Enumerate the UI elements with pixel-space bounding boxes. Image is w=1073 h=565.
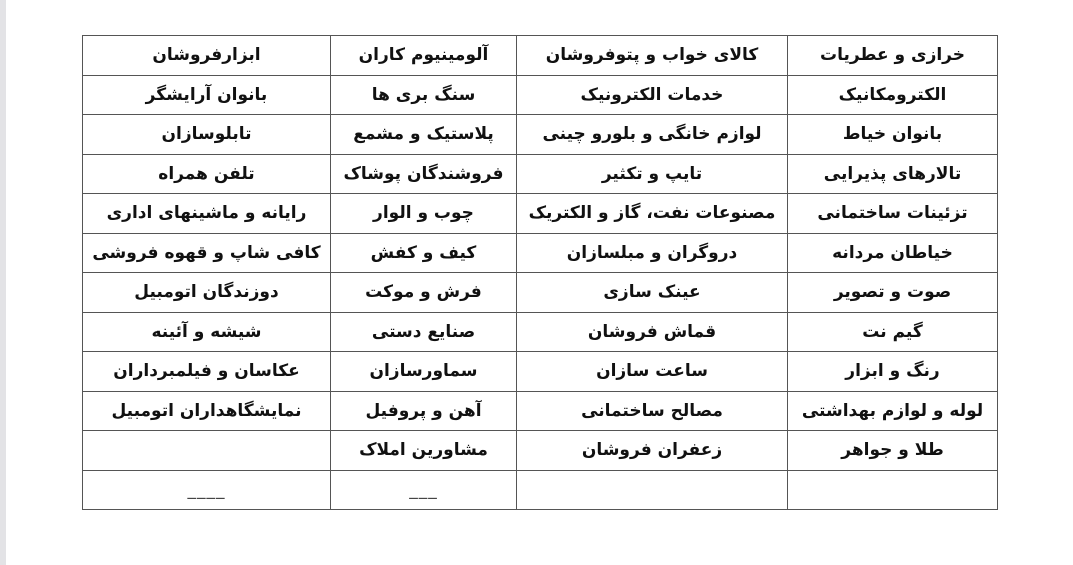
table-cell: رنگ و ابزار: [788, 352, 998, 392]
table-row: [83, 75, 998, 115]
left-edge-strip: [0, 0, 6, 565]
table-cell: فرش و موکت: [331, 273, 517, 313]
table-row: [83, 431, 998, 471]
table-cell: [788, 470, 998, 510]
table-cell: خرازی و عطریات: [788, 36, 998, 76]
table-cell: خدمات الکترونیک: [517, 75, 788, 115]
table-cell: مصنوعات نفت، گاز و الکتریک: [517, 194, 788, 234]
table-cell: قماش فروشان: [517, 312, 788, 352]
table-cell: مشاورین املاک: [331, 431, 517, 471]
table-row: [83, 194, 998, 234]
table-cell: لوازم خانگی و بلورو چینی: [517, 115, 788, 155]
table-row: [83, 312, 998, 352]
table-row: [83, 154, 998, 194]
table-cell: [517, 470, 788, 510]
table-cell: بانوان خیاط: [788, 115, 998, 155]
table-row: [83, 115, 998, 155]
table-cell: گیم نت: [788, 312, 998, 352]
table-row: [83, 470, 998, 510]
table-cell: طلا و جواهر: [788, 431, 998, 471]
table-cell: آلومینیوم کاران: [331, 36, 517, 76]
guild-table-body: [83, 36, 998, 510]
table-cell: کالای خواب و پتوفروشان: [517, 36, 788, 76]
table-cell: صوت و تصویر: [788, 273, 998, 313]
table-cell: کافی شاپ و قهوه فروشی: [83, 233, 331, 273]
table-cell: الکترومکانیک: [788, 75, 998, 115]
table-cell: تزئینات ساختمانی: [788, 194, 998, 234]
table-cell: صنایع دستی: [331, 312, 517, 352]
table-cell: پلاستیک و مشمع: [331, 115, 517, 155]
table-cell: عینک سازی: [517, 273, 788, 313]
table-row: [83, 352, 998, 392]
table-cell-dash: ___: [331, 470, 517, 510]
table-row: [83, 36, 998, 76]
table-cell: رایانه و ماشینهای اداری: [83, 194, 331, 234]
table-cell-dash: ____: [83, 470, 331, 510]
table-cell: ابزارفروشان: [83, 36, 331, 76]
table-cell: تلفن همراه: [83, 154, 331, 194]
table-cell: مصالح ساختمانی: [517, 391, 788, 431]
table-cell: تابلوسازان: [83, 115, 331, 155]
table-cell: ساعت سازان: [517, 352, 788, 392]
table-cell: نمایشگاهداران اتومبیل: [83, 391, 331, 431]
table-cell: لوله و لوازم بهداشتی: [788, 391, 998, 431]
table-cell: تایپ و تکثیر: [517, 154, 788, 194]
table-cell: فروشندگان پوشاک: [331, 154, 517, 194]
table-row: [83, 391, 998, 431]
table-cell: شیشه و آئینه: [83, 312, 331, 352]
table-cell: [83, 431, 331, 471]
table-cell: زعفران فروشان: [517, 431, 788, 471]
table-cell: کیف و کفش: [331, 233, 517, 273]
table-cell: سنگ بری ها: [331, 75, 517, 115]
table-cell: تالارهای پذیرایی: [788, 154, 998, 194]
table-cell: سماورسازان: [331, 352, 517, 392]
table-cell: عکاسان و فیلمبرداران: [83, 352, 331, 392]
guild-table: [82, 35, 998, 510]
table-cell: دروگران و مبلسازان: [517, 233, 788, 273]
table-cell: بانوان آرایشگر: [83, 75, 331, 115]
table-cell: دوزندگان اتومبیل: [83, 273, 331, 313]
table-row: [83, 273, 998, 313]
table-row: [83, 233, 998, 273]
table-cell: خیاطان مردانه: [788, 233, 998, 273]
table-cell: چوب و الوار: [331, 194, 517, 234]
table-cell: آهن و پروفیل: [331, 391, 517, 431]
